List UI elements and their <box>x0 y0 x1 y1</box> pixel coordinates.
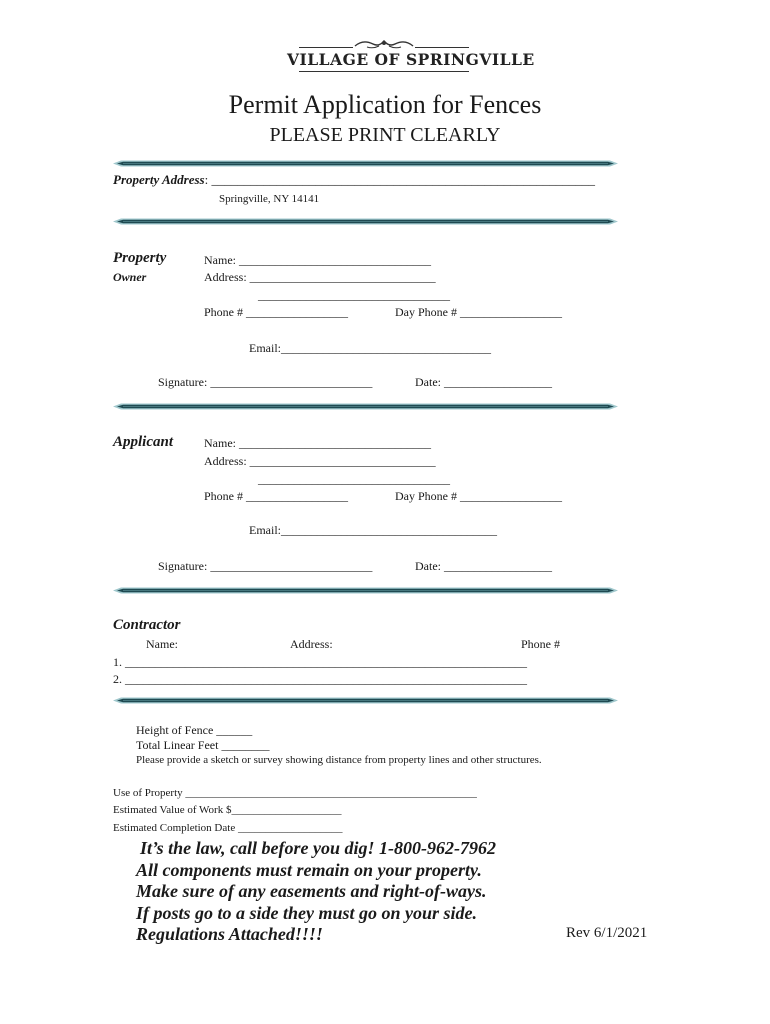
section-divider <box>113 587 618 594</box>
applicant-name-field[interactable]: Name: ________________________________ <box>204 436 431 450</box>
applicant-signature-field[interactable]: Signature: ___________________________ <box>158 559 373 573</box>
owner-email-field[interactable]: Email:___________________________________ <box>249 341 491 355</box>
notice-line-components: All components must remain on your property. <box>136 859 482 880</box>
village-logo <box>287 38 535 78</box>
contractor-col-phone: Phone # <box>521 637 560 651</box>
section-divider <box>113 160 618 167</box>
page-title: Permit Application for Fences <box>228 90 542 119</box>
owner-address2-field[interactable]: ________________________________ <box>258 288 450 302</box>
completion-date-field[interactable]: Estimated Completion Date ___________________ <box>113 822 343 834</box>
owner-name-field[interactable]: Name: ________________________________ <box>204 253 431 267</box>
owner-heading: Property <box>113 250 167 266</box>
applicant-address-field[interactable]: Address: _______________________________ <box>204 454 436 468</box>
use-of-property-field[interactable]: Use of Property _____________________________________________________ <box>113 787 477 799</box>
contractor-line-2[interactable]: 2. ___________________________________________________________________ <box>113 672 527 686</box>
applicant-email-field[interactable]: Email:____________________________________ <box>249 523 497 537</box>
applicant-day-phone-field[interactable]: Day Phone # _________________ <box>395 489 562 503</box>
estimated-value-field[interactable]: Estimated Value of Work $____________________ <box>113 804 342 816</box>
revision-date: Rev 6/1/2021 <box>566 925 648 941</box>
logo-rule-bottom <box>299 71 469 72</box>
notice-line-easements: Make sure of any easements and right-of-ways. <box>136 881 487 901</box>
logo-rule-right <box>415 47 469 48</box>
notice-line-dig: It’s the law, call before you dig! 1-800-962-7962 <box>140 838 496 858</box>
property-address-row <box>113 172 595 188</box>
applicant-address2-field[interactable]: ________________________________ <box>258 472 450 486</box>
notice-block <box>136 838 496 946</box>
logo-ornament-icon <box>353 38 415 50</box>
property-address-field[interactable]: : ___________________________________________________________ <box>204 172 595 187</box>
owner-date-field[interactable]: Date: __________________ <box>415 375 552 389</box>
applicant-phone-field[interactable]: Phone # _________________ <box>204 489 348 503</box>
sketch-instruction: Please provide a sketch or survey showing distance from property lines and other structures. <box>136 754 542 766</box>
section-divider <box>113 697 618 704</box>
applicant-date-field[interactable]: Date: __________________ <box>415 559 552 573</box>
applicant-heading: Applicant <box>113 434 174 450</box>
logo-text: VILLAGE OF SPRINGVILLE <box>287 50 535 69</box>
contractor-heading: Contractor <box>113 617 181 633</box>
owner-phone-field[interactable]: Phone # _________________ <box>204 305 348 319</box>
owner-signature-field[interactable]: Signature: ___________________________ <box>158 375 373 389</box>
fence-height-field[interactable]: Height of Fence ______ <box>136 723 253 737</box>
contractor-col-address: Address: <box>290 637 333 651</box>
notice-line-regulations: Regulations Attached!!!! <box>136 924 323 944</box>
owner-day-phone-field[interactable]: Day Phone # _________________ <box>395 305 562 319</box>
owner-subheading: Owner <box>113 270 147 284</box>
property-city: Springville, NY 14141 <box>219 193 320 205</box>
owner-address-field[interactable]: Address: _______________________________ <box>204 270 436 284</box>
section-divider <box>113 218 618 225</box>
section-divider <box>113 403 618 410</box>
fence-linear-feet-field[interactable]: Total Linear Feet ________ <box>136 738 270 752</box>
contractor-line-1[interactable]: 1. ___________________________________________________________________ <box>113 655 527 669</box>
contractor-col-name: Name: <box>146 637 178 651</box>
page-subtitle: PLEASE PRINT CLEARLY <box>269 124 501 146</box>
property-address-label: Property Address <box>113 172 205 187</box>
notice-line-posts: If posts go to a side they must go on your side. <box>136 902 478 923</box>
logo-rule-left <box>299 47 353 48</box>
